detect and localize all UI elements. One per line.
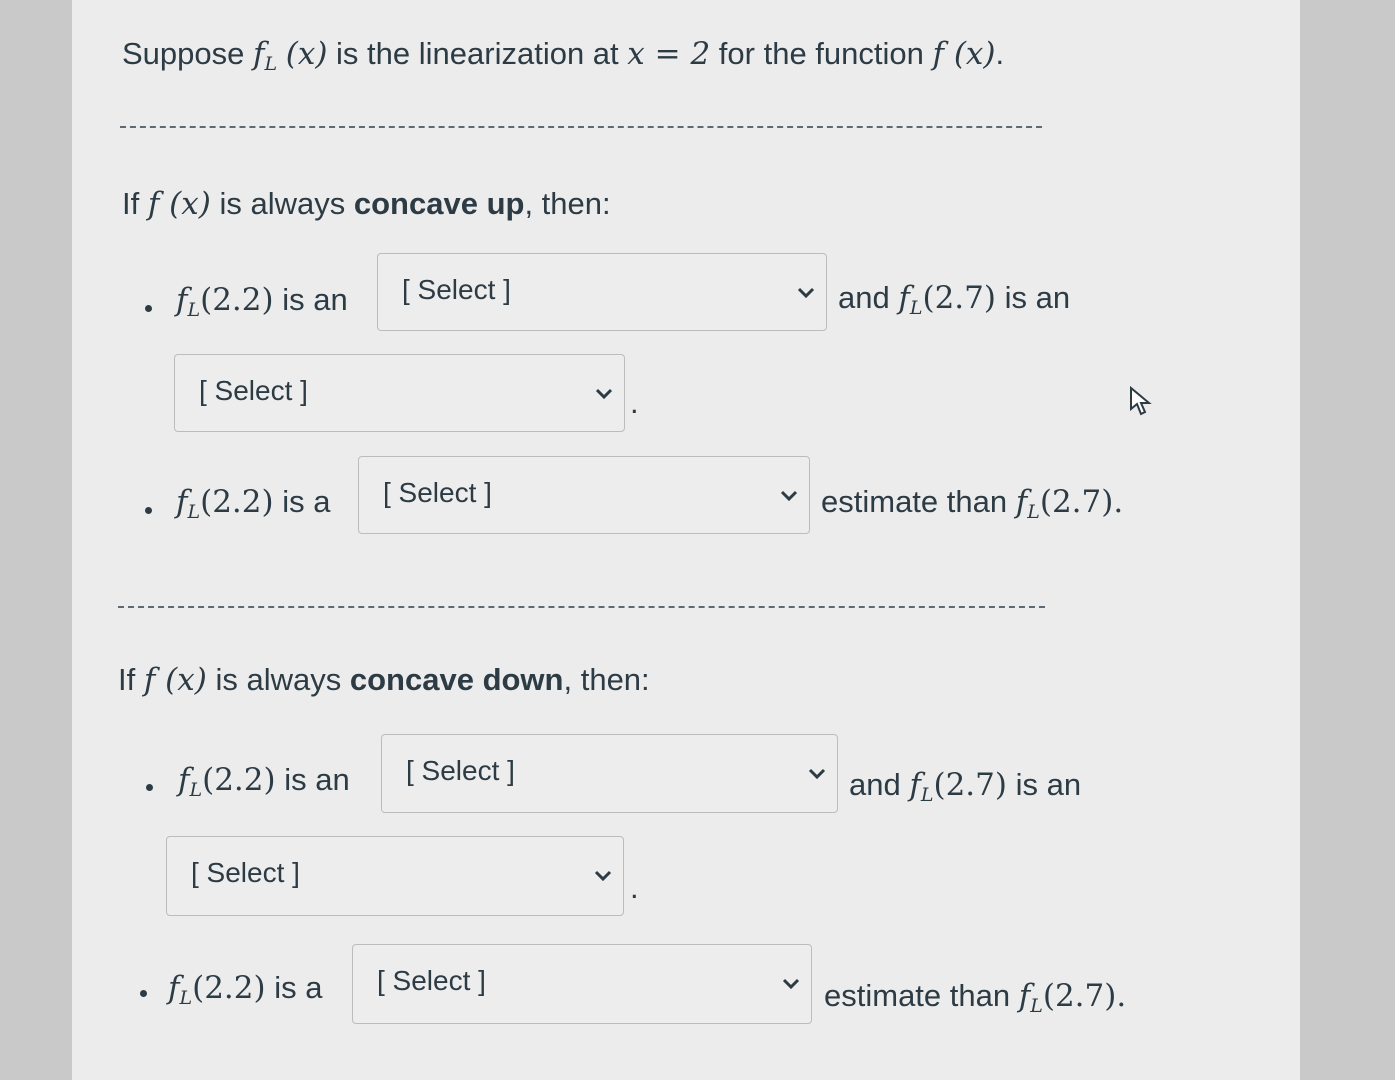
divider <box>118 606 1045 608</box>
chevron-down-icon <box>593 865 613 885</box>
divider <box>120 126 1042 128</box>
statement-text: estimate than $f_L(2.7)$. <box>821 484 1124 523</box>
list-bullet <box>146 784 153 791</box>
chevron-down-icon <box>781 973 801 993</box>
punctuation: . <box>630 870 639 905</box>
statement-text: $f_L(2.2)$ is a <box>168 970 323 1009</box>
chevron-down-icon <box>779 485 799 505</box>
list-bullet <box>145 305 152 312</box>
statement-text: and $f_L(2.7)$ is an <box>838 280 1071 319</box>
punctuation: . <box>630 385 639 420</box>
question-intro: Suppose $f_L$ (x) is the linearization at x = 2 for the function f (x). <box>122 36 1005 75</box>
statement-text: $f_L(2.2)$ is an <box>178 762 350 801</box>
select-dropdown[interactable]: [ Select ] <box>352 944 812 1024</box>
chevron-down-icon <box>594 383 614 403</box>
statement-text: estimate than $f_L(2.7)$. <box>824 978 1127 1017</box>
chevron-down-icon <box>807 763 827 783</box>
list-bullet <box>140 990 147 997</box>
chevron-down-icon <box>796 282 816 302</box>
statement-text: and $f_L(2.7)$ is an <box>849 767 1082 806</box>
list-bullet <box>145 507 152 514</box>
statement-text: $f_L(2.2)$ is an <box>176 282 348 321</box>
select-dropdown[interactable]: [ Select ] <box>358 456 810 534</box>
statement-text: $f_L(2.2)$ is a <box>176 484 331 523</box>
quiz-page <box>72 0 1300 1080</box>
select-dropdown[interactable]: [ Select ] <box>377 253 827 331</box>
select-dropdown[interactable]: [ Select ] <box>166 836 624 916</box>
select-dropdown[interactable]: [ Select ] <box>381 734 838 813</box>
select-dropdown[interactable]: [ Select ] <box>174 354 625 432</box>
mouse-pointer-icon <box>1128 385 1156 417</box>
section-heading-concave-up: If f (x) is always concave up, then: <box>122 186 611 222</box>
section-heading-concave-down: If f (x) is always concave down, then: <box>118 662 650 698</box>
